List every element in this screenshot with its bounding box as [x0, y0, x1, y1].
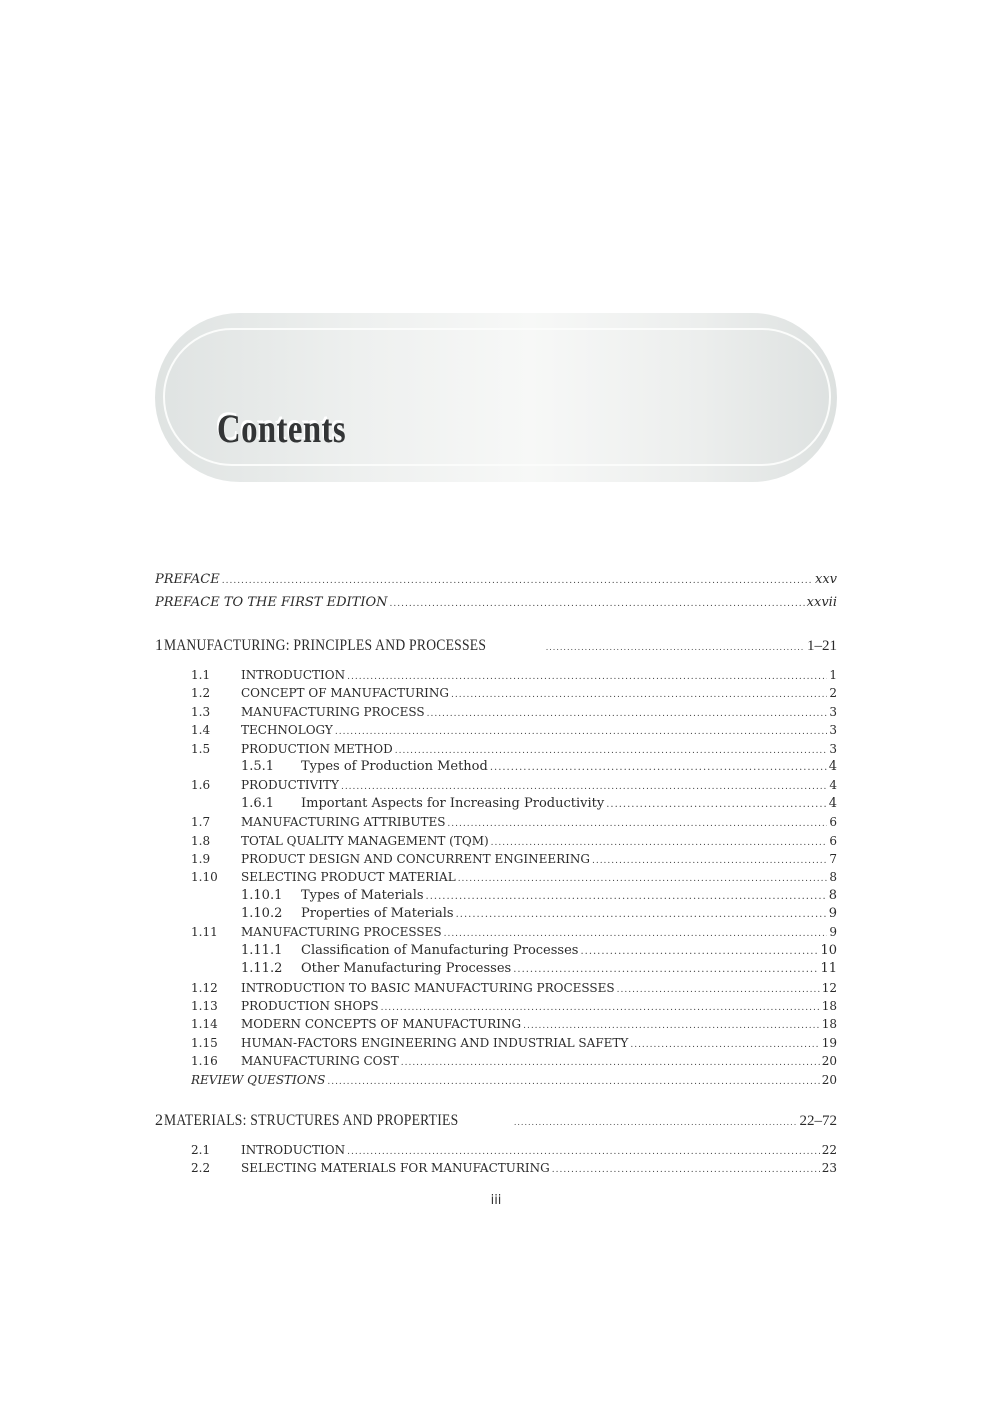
section-title: HUMAN-FACTORS ENGINEERING AND INDUSTRIAL SAFETY — [241, 1035, 629, 1050]
section-title: SELECTING PRODUCT MATERIAL — [241, 870, 456, 885]
chapter-number: 2 — [155, 1111, 163, 1129]
dot-leader — [458, 870, 828, 886]
toc-section-1-10-2[interactable] — [191, 905, 837, 923]
toc-section-1-13[interactable] — [191, 997, 837, 1015]
toc-section-1-11[interactable] — [191, 923, 837, 941]
section-page: 4 — [828, 795, 837, 811]
section-number: 1.15 — [191, 1035, 218, 1050]
toc-section-1-5-1[interactable] — [191, 758, 837, 776]
dot-leader — [514, 1111, 798, 1133]
chapter-list — [155, 634, 837, 1178]
dot-leader — [444, 925, 828, 941]
toc-chapter-1[interactable] — [155, 634, 837, 658]
section-page: 11 — [820, 961, 837, 977]
page-title: Contents — [217, 406, 347, 451]
section-page: 12 — [821, 980, 837, 995]
toc-section-1-5[interactable] — [191, 740, 837, 758]
section-page: 1 — [829, 668, 837, 682]
section-title: PRODUCTION SHOPS — [241, 999, 379, 1014]
dot-leader — [426, 888, 827, 905]
section-number: 1.8 — [191, 833, 211, 848]
section-title: MANUFACTURING PROCESSES — [241, 925, 442, 940]
toc-entry-preface[interactable] — [155, 568, 837, 591]
section-title: PRODUCTIVITY — [241, 778, 339, 793]
contents-banner — [155, 313, 837, 482]
toc-section-1-16[interactable] — [191, 1052, 837, 1070]
section-title: INTRODUCTION — [241, 668, 346, 682]
section-number: 1.2 — [191, 686, 211, 701]
section-title: TECHNOLOGY — [241, 723, 333, 738]
section-title: Other Manufacturing Processes — [301, 961, 512, 977]
dot-leader — [456, 906, 827, 923]
dot-leader — [592, 852, 827, 868]
toc-section-2-1[interactable] — [191, 1141, 837, 1159]
section-number: 2.2 — [191, 1161, 211, 1176]
section-title: Important Aspects for Increasing Productivity — [301, 795, 605, 811]
section-title: Types of Production Method — [301, 758, 488, 774]
section-number: 1.12 — [191, 980, 218, 995]
section-title: Types of Materials — [301, 887, 424, 903]
toc-section-1-1[interactable] — [191, 666, 837, 684]
entry-page: xxv — [814, 572, 837, 587]
section-title: Properties of Materials — [301, 906, 454, 922]
toc-section-1-9[interactable] — [191, 850, 837, 868]
section-number: 1.6 — [191, 778, 211, 793]
chapter-pages: 22–72 — [799, 1112, 837, 1129]
dot-leader — [546, 636, 805, 658]
section-title: REVIEW QUESTIONS — [191, 1072, 326, 1087]
dot-leader — [327, 1073, 819, 1089]
section-page: 3 — [829, 741, 837, 756]
entry-page: xxvii — [806, 595, 837, 610]
dot-leader — [347, 1143, 820, 1159]
section-number: 1.13 — [191, 999, 218, 1014]
toc-section-1-2[interactable] — [191, 684, 837, 702]
section-number: 1.5 — [191, 741, 211, 756]
toc-section-1-4[interactable] — [191, 721, 837, 739]
section-page: 10 — [820, 942, 837, 958]
toc-section-1-14[interactable] — [191, 1015, 837, 1033]
page-number: iii — [490, 1193, 502, 1208]
dot-leader — [451, 686, 827, 702]
section-list — [155, 666, 837, 1089]
section-title: PRODUCT DESIGN AND CONCURRENT ENGINEERING — [241, 851, 590, 866]
section-number: 2.1 — [191, 1142, 211, 1157]
toc-chapter-2[interactable] — [155, 1109, 837, 1133]
section-title: PRODUCTION METHOD — [241, 741, 393, 756]
section-page: 2 — [829, 686, 837, 701]
section-number: 1.10.1 — [241, 887, 283, 903]
section-page: 22 — [821, 1142, 837, 1157]
chapter-pages: 1–21 — [807, 638, 837, 654]
entry-title: PREFACE — [155, 572, 220, 587]
dot-leader — [491, 834, 828, 850]
toc-section-1-6-1[interactable] — [191, 795, 837, 813]
section-page: 8 — [828, 887, 837, 903]
section-page: 18 — [821, 1017, 837, 1032]
section-page: 3 — [829, 723, 837, 738]
chapter-title: MANUFACTURING: PRINCIPLES AND PROCESSES — [163, 637, 486, 654]
section-number: 1.6.1 — [241, 795, 275, 811]
section-title: SELECTING MATERIALS FOR MANUFACTURING — [241, 1161, 550, 1176]
dot-leader — [523, 1017, 820, 1033]
section-number: 1.11.1 — [241, 942, 283, 958]
toc-section-1-10[interactable] — [191, 868, 837, 886]
dot-leader — [401, 1054, 820, 1070]
dot-leader — [427, 705, 828, 721]
toc-section-1-6[interactable] — [191, 776, 837, 794]
section-page: 4 — [829, 778, 837, 793]
section-number: 1.7 — [191, 815, 211, 830]
toc-section-1-3[interactable] — [191, 703, 837, 721]
section-number: 1.10.2 — [241, 906, 283, 922]
section-page: 18 — [821, 999, 837, 1014]
section-title: MANUFACTURING PROCESS — [241, 704, 425, 719]
section-list — [155, 1141, 837, 1178]
toc-section-1-15[interactable] — [191, 1034, 837, 1052]
section-number: 1.3 — [191, 704, 211, 719]
section-page: 6 — [829, 833, 837, 848]
front-matter-list — [155, 568, 837, 614]
dot-leader — [395, 742, 828, 758]
chapter-number: 1 — [155, 637, 163, 654]
dot-leader — [490, 759, 827, 776]
dot-leader — [513, 961, 818, 978]
section-title: MANUFACTURING COST — [241, 1054, 399, 1069]
section-number: 1.10 — [191, 870, 218, 885]
toc-section-2-2[interactable] — [191, 1159, 837, 1177]
section-number: 1.11.2 — [241, 961, 283, 977]
section-number: 1.11 — [191, 925, 218, 940]
section-page: 20 — [821, 1054, 837, 1069]
section-title: INTRODUCTION — [241, 1142, 346, 1157]
section-number: 1.9 — [191, 851, 211, 866]
dot-leader — [381, 999, 820, 1015]
section-page: 7 — [829, 851, 837, 866]
section-page: 19 — [821, 1035, 837, 1050]
dot-leader — [552, 1161, 820, 1177]
dot-leader — [335, 723, 828, 739]
section-title: MODERN CONCEPTS OF MANUFACTURING — [241, 1017, 522, 1032]
section-number: 1.14 — [191, 1017, 218, 1032]
section-page: 20 — [821, 1072, 837, 1087]
toc-section-1-8[interactable] — [191, 832, 837, 850]
dot-leader — [630, 1036, 819, 1052]
section-page: 4 — [828, 758, 837, 774]
dot-leader — [341, 778, 827, 794]
toc-section-1-12[interactable] — [191, 979, 837, 997]
dot-leader — [447, 815, 827, 831]
toc-section-1-11-1[interactable] — [191, 942, 837, 960]
toc-section-1-10-1[interactable] — [191, 887, 837, 905]
section-number: 1.16 — [191, 1054, 218, 1069]
section-page: 3 — [829, 704, 837, 719]
dot-leader — [390, 593, 805, 614]
dot-leader — [606, 796, 827, 813]
section-number: 1.4 — [191, 723, 211, 738]
section-page: 9 — [828, 906, 837, 922]
toc-entry-preface-first-edition[interactable] — [155, 591, 837, 614]
dot-leader — [347, 668, 827, 684]
section-title: TOTAL QUALITY MANAGEMENT (TQM) — [241, 833, 489, 848]
section-title: Classification of Manufacturing Processes — [301, 942, 579, 958]
section-title: CONCEPT OF MANUFACTURING — [241, 686, 450, 701]
toc-entry-review-questions[interactable] — [191, 1071, 837, 1089]
dot-leader — [580, 943, 818, 960]
toc-section-1-11-2[interactable] — [191, 960, 837, 978]
section-number: 1.1 — [191, 668, 211, 682]
entry-title: PREFACE TO THE FIRST EDITION — [155, 595, 388, 610]
toc-section-1-7[interactable] — [191, 813, 837, 831]
dot-leader — [222, 570, 813, 591]
chapter-title: MATERIALS: STRUCTURES AND PROPERTIES — [164, 1111, 459, 1129]
section-number: 1.5.1 — [241, 758, 275, 774]
dot-leader — [617, 981, 820, 997]
section-page: 9 — [829, 925, 837, 940]
section-page: 6 — [829, 815, 837, 830]
section-title: INTRODUCTION TO BASIC MANUFACTURING PROCESSES — [241, 980, 615, 995]
section-title: MANUFACTURING ATTRIBUTES — [241, 815, 446, 830]
table-of-contents — [155, 568, 837, 1178]
section-page: 8 — [829, 870, 837, 885]
section-page: 23 — [821, 1161, 837, 1176]
